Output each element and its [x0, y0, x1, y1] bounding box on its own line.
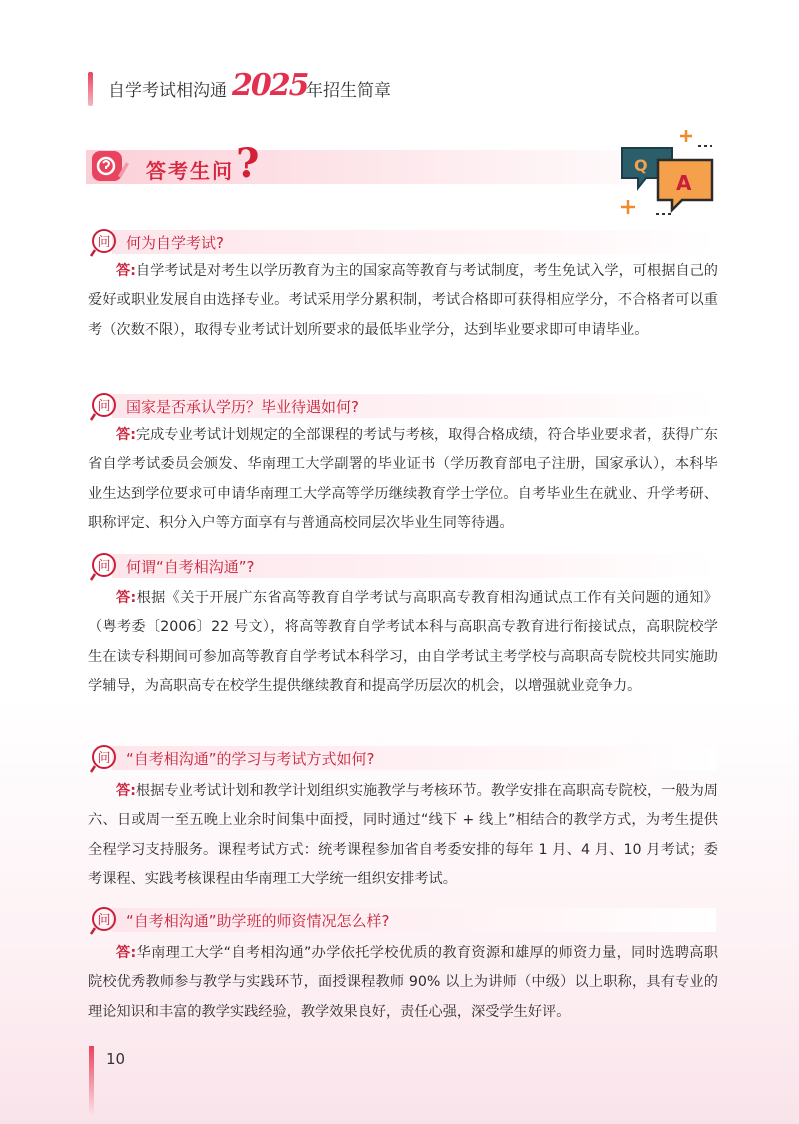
answer-label: 答: [116, 945, 137, 961]
question-icon [90, 744, 124, 774]
question-text: 何谓“自考相沟通”? [126, 558, 255, 576]
question-text: 何为自学考试? [126, 234, 224, 252]
footer-accent-bar [89, 1046, 94, 1116]
question-bubble-icon [90, 146, 130, 186]
answer-label: 答: [116, 427, 136, 443]
answer-paragraph [88, 257, 718, 345]
qa-q-letter: Q [634, 156, 648, 175]
answer-paragraph [88, 939, 718, 1027]
question-icon [90, 228, 124, 258]
question-text: “自考相沟通”助学班的师资情况怎么样? [126, 912, 390, 930]
header-subtitle: 年招生简章 [306, 81, 391, 101]
answer-text: 完成专业考试计划规定的全部课程的考试与考核，取得合格成绩，符合毕业要求者，获得广东省自学考试委员会颁发、华南理工大学副署的毕业证书（学历教育部电子注册，国家承认），本科毕业生达到学位要求可申请华南理工大学高等学历继续教育学士学位。自考毕业生在就业、升学考研、职称评定、积分入户等方面享有与普通高校同层次毕业生同等待遇。 [88, 427, 718, 532]
answer-paragraph [88, 584, 718, 702]
question-row [90, 744, 716, 772]
question-row [90, 906, 716, 934]
qa-a-letter: A [676, 171, 692, 195]
answer-label: 答: [116, 263, 136, 279]
question-text: 国家是否承认学历？毕业待遇如何? [126, 398, 359, 416]
question-icon-char: 问 [97, 751, 111, 766]
question-row [90, 228, 716, 256]
question-icon-char: 问 [97, 913, 111, 928]
section-title: 答考生问 [146, 159, 234, 183]
answer-paragraph [88, 421, 718, 539]
header-year: 2025 [232, 68, 308, 103]
answer-paragraph [88, 777, 718, 895]
question-icon-char: 问 [97, 399, 111, 414]
question-row [90, 552, 716, 580]
question-icon [90, 552, 124, 582]
question-icon-char: 问 [97, 235, 111, 250]
answer-text: 自学考试是对考生以学历教育为主的国家高等教育与考试制度，考生免试入学，可根据自己的爱好或职业发展自由选择专业。考试采用学分累积制，考试合格即可获得相应学分，不合格者可以重考（次数不限），取得专业考试计划所要求的最低毕业学分，达到毕业要求即可申请毕业。 [88, 263, 718, 338]
page-number: 10 [106, 1050, 126, 1068]
question-text: “自考相沟通”的学习与考试方式如何? [126, 750, 375, 768]
question-mark-icon: ? [236, 140, 260, 187]
answer-text: 华南理工大学“自考相沟通”办学依托学校优质的教育资源和雄厚的师资力量，同时选聘高职院校优秀教师参与教学与实践环节，面授课程教师 90% 以上为讲师（中级）以上职称，具有专业的理论知识和丰富的教学实践经验，教学效果良好，责任心强，深受学生好评。 [88, 945, 718, 1020]
question-icon [90, 392, 124, 422]
answer-label: 答: [116, 590, 137, 606]
header-title: 自学考试相沟通 [108, 81, 227, 101]
qa-chat-icon [618, 124, 722, 224]
question-icon-char: 问 [97, 559, 111, 574]
answer-text: 根据专业考试计划和教学计划组织实施教学与考核环节。教学安排在高职高专院校，一般为周六、日或周一至五晚上业余时间集中面授，同时通过“线下 + 线上”相结合的教学方式，为考生提供全程学习支持服务。课程考试方式：统考课程参加省自考委安排的每年 1 月、4 月、10 月考试；委考课程、实践考核课程由华南理工大学统一组织安排考试。 [88, 783, 718, 888]
answer-text: 根据《关于开展广东省高等教育自学考试与高职高专教育相沟通试点工作有关问题的通知》（粤考委〔2006〕22 号文），将高等教育自学考试本科与高职高专教育进行衔接试点，高职院校学生在读专科期间可参加高等教育自学考试本科学习，由自学考试主考学校与高职高专院校共同实施助学辅导，为高职高专在校学生提供继续教育和提高学历层次的机会，以增强就业竞争力。 [88, 590, 718, 695]
answer-label: 答: [116, 783, 136, 799]
header-accent-bar [88, 72, 93, 106]
question-row [90, 392, 716, 420]
question-icon [90, 906, 124, 936]
